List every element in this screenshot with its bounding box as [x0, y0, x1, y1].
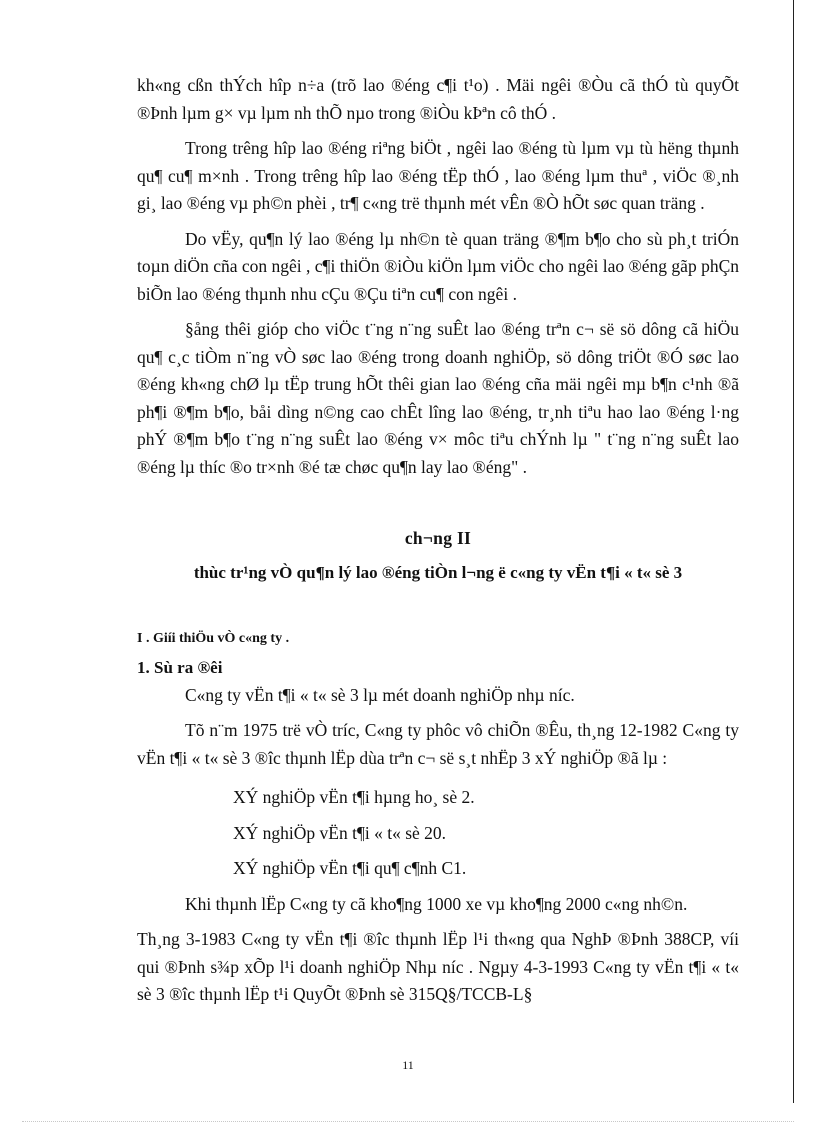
paragraph: Do vËy, qu¶n lý lao ®éng lµ nh©n tè quan träng ®¶m b¶o cho sù ph¸t triÓn toµn diÖn cña con ngêi , c¶i thiÖn ®iÒu kiÖn lµm viÖc cho ngêi lao ®éng gãp phÇn biÕn lao ®éng thµnh nhu cÇu ®Çu tiªn cu¶ con ngêi . [137, 228, 739, 304]
right-margin-line [793, 0, 794, 1103]
list-item: XÝ nghiÖp vËn t¶i « t« sè 20. [233, 822, 447, 843]
paragraph: Th¸ng 3-1983 C«ng ty vËn t¶i ®îc thµnh lËp l¹i th«ng qua NghÞ ®Þnh 388CP, víi qui ®Þnh s¾p xÕp l¹i doanh nghiÖp Nhµ níc . Ngµy 4-3-1993 C«ng ty vËn t¶i « t« sè 3 ®îc thµnh lËp t¹i QuyÕt ®Þnh sè 315Q§/TCCB-L§ [137, 929, 739, 1004]
subsection-heading: 1. Sù ra ®êi [137, 658, 223, 677]
paragraph: Khi thµnh lËp C«ng ty cã kho¶ng 1000 xe vµ kho¶ng 2000 c«ng nh©n. [185, 893, 688, 914]
page-body [137, 72, 739, 1009]
paragraph: Tõ n¨m 1975 trë vÒ tríc, C«ng ty phôc vô chiÕn ®Êu, th¸ng 12-1982 C«ng ty vËn t¶i « t« sè 3 ®îc thµnh lËp dùa trªn c¬ së s¸t nhËp 3 xÝ nghiÖp ®ã lµ : [137, 720, 739, 768]
page-bottom-border [22, 1121, 794, 1122]
paragraph: §ång thêi gióp cho viÖc t¨ng n¨ng suÊt lao ®éng trªn c¬ së sö dông cã hiÖu qu¶ c¸c tiÒm n¨ng vÒ søc lao ®éng trong doanh nghiÖp, sö dông triÖt ®Ó søc lao ®éng kh«ng chØ lµ tËp trung hÕt thêi gian lao ®éng cña mäi ngêi mµ b¶n c¹nh ®ã ph¶i ®¶m b¶o, båi dìng n©ng cao chÊt lîng lao ®éng, tr¸nh tiªu hao lao ®éng l·ng phÝ ®¶m b¶o t¨ng n¨ng suÊt lao ®éng v× môc tiªu chÝnh lµ " t¨ng n¨ng suÊt lao ®éng lµ thíc ®o tr×nh ®é tæ chøc qu¶n lay lao ®éng" . [137, 319, 739, 477]
paragraph-continuation: kh«ng cßn thÝch hîp n÷a (trõ lao ®éng c¶i t¹o) . Mäi ngêi ®Òu cã thÓ tù quyÕt ®Þnh lµm g× vµ lµm nh thÕ nµo trong ®iÒu kÞªn cô thÓ . [137, 75, 739, 123]
paragraph: Trong trêng hîp lao ®éng riªng biÖt , ngêi lao ®éng tù lµm vµ tù hëng thµnh qu¶ cu¶ m×nh . Trong trêng hîp lao ®éng tËp thÓ , lao ®éng lµm thuª , viÖc ®¸nh gi¸ lao ®éng vµ ph©n phèi , tr¶ c«ng trë thµnh mét vÊn ®Ò hÕt søc quan träng . [137, 138, 739, 213]
chapter-title: ch¬ng II [404, 528, 472, 548]
section-heading: I . Giíi thiÖu vÒ c«ng ty . [137, 631, 290, 646]
list-item: XÝ nghiÖp vËn t¶i qu¶ c¶nh C1. [233, 858, 467, 878]
paragraph: C«ng ty vËn t¶i « t« sè 3 lµ mét doanh nghiÖp nhµ níc. [185, 684, 575, 705]
page-number: 11 [402, 1058, 414, 1072]
chapter-subtitle: thùc tr¹ng vÒ qu¶n lý lao ®éng tiÒn l¬ng ë c«ng ty vËn t¶i « t« sè 3 [193, 562, 683, 582]
list-item: XÝ nghiÖp vËn t¶i hµng ho¸ sè 2. [233, 787, 475, 807]
